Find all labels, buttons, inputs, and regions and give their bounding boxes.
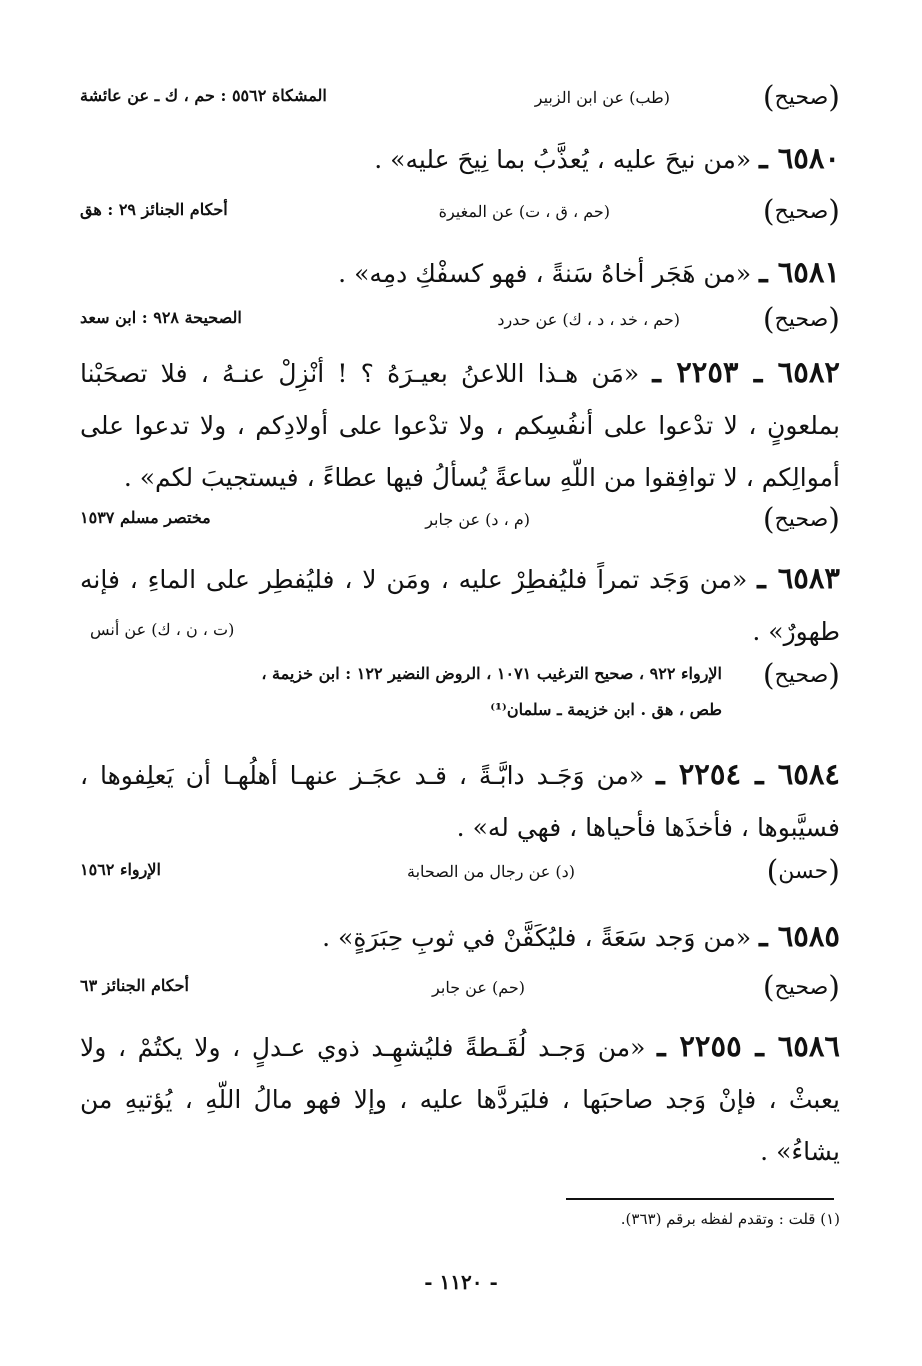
reference-text: أحكام الجنائز ٢٩ : هق xyxy=(80,200,228,219)
grade-label: (حسن) xyxy=(766,854,840,889)
hadith-6585 xyxy=(80,910,840,964)
reference-text: الصحيحة ٩٢٨ : ابن سعد xyxy=(80,308,242,327)
hadith-text: «مَن هـذا اللاعنُ بعيـرَهُ ؟ ! أنْزِلْ عنـهُ ، فلا تصحَبْنا بملعونٍ ، لا تدْعوا على أنفُسِكم ، ولا تدْعوا على أولادِكم ، ولا تدعوا على أموالِكم ، لا توافِقوا من اللّهِ ساعةً يُسألُ فيها عطاءً ، فيستجيبَ لكم» . xyxy=(80,359,840,492)
source-text: (طب) عن ابن الزبير xyxy=(534,88,670,107)
grade-line xyxy=(80,502,840,538)
grade-line xyxy=(80,194,840,230)
source-text: (م ، د) عن جابر xyxy=(425,510,530,529)
grade-line xyxy=(80,80,840,116)
hadith-number: ٦٥٨٣ ـ xyxy=(757,561,841,595)
reference-text: المشكاة ٥٥٦٢ : حم ، ك ـ عن عائشة xyxy=(80,86,327,105)
grade-line xyxy=(80,302,840,338)
hadith-6581 xyxy=(80,246,840,300)
hadith-6582 xyxy=(80,346,840,504)
hadith-text: «من وَجَـد دابَّـةً ، قـد عجَـز عنهـا أهلُهـا أن يَعلِفوها ، فسيَّبوها ، فأخذَها فأحياها ، فهي له» . xyxy=(80,761,840,842)
grade-label: (صحيح) xyxy=(762,80,840,115)
hadith-text: «من هَجَر أخاهُ سَنةً ، فهو كسفْكِ دمِه» . xyxy=(338,259,752,288)
source-text: (حم ، خد ، د ، ك) عن حدرد xyxy=(497,310,680,329)
hadith-number: ٦٥٨٢ ـ ٢٢٥٣ ـ xyxy=(652,355,840,389)
reference-text: أحكام الجنائز ٦٣ xyxy=(80,976,189,995)
reference-continuation xyxy=(80,698,840,726)
hadith-text: «من وَجد سَعَةً ، فليُكَفَّنْ في ثوبِ حِبَرَةٍ» . xyxy=(322,923,752,952)
reference-text: مختصر مسلم ١٥٣٧ xyxy=(80,508,211,527)
hadith-number: ٦٥٨١ ـ xyxy=(759,255,840,289)
footnote: (١) قلت : وتقدم لفظه برقم (٣٦٣). xyxy=(620,1210,840,1228)
reference-text: الإرواء ١٥٦٢ xyxy=(80,860,161,879)
grade-label: (صحيح) xyxy=(762,970,840,1005)
hadith-text: «من وَجَد تمراً فليُفطِرْ عليه ، ومَن لا ، فليُفطِر على الماءِ ، فإنه طهورٌ» . xyxy=(80,565,840,646)
hadith-number: ٦٥٨٦ ـ ٢٢٥٥ ـ xyxy=(657,1029,840,1063)
source-text: (د) عن رجال من الصحابة xyxy=(407,862,575,881)
hadith-6586 xyxy=(80,1020,840,1178)
hadith-text: «من نيحَ عليه ، يُعذَّبُ بما نِيحَ عليه» . xyxy=(374,145,752,174)
hadith-number: ٦٥٨٠ ـ xyxy=(759,141,840,175)
grade-line xyxy=(80,854,840,890)
grade-label: (صحيح) xyxy=(762,502,840,537)
grade-line xyxy=(80,658,840,694)
grade-label: (صحيح) xyxy=(762,302,840,337)
reference-text: الإرواء ٩٢٢ ، صحيح الترغيب ١٠٧١ ، الروض النضير ١٢٢ : ابن خزيمة ، xyxy=(261,664,722,683)
grade-line xyxy=(80,970,840,1006)
source-text: (حم) عن جابر xyxy=(432,978,525,997)
source-text: (حم ، ق ، ت) عن المغيرة xyxy=(438,202,610,221)
reference-text: طص ، هق . ابن خزيمة ـ سلمان⁽¹⁾ xyxy=(490,700,722,719)
hadith-number: ٦٥٨٤ ـ ٢٢٥٤ ـ xyxy=(656,757,840,791)
hadith-text: «من وَجـد لُقَـطةً فليُشهِـد ذوي عـدلٍ ، ولا يكتُمْ ، ولا يعبثْ ، فإنْ وَجد صاحبَها ، فليَردَّها عليه ، وإلا فهو مالُ اللّهِ ، يُؤتيهِ من يشاءُ» . xyxy=(80,1033,840,1166)
hadith-6583 xyxy=(80,552,840,658)
footnote-divider xyxy=(566,1198,834,1200)
page-number: - ١١٢٠ - xyxy=(424,1270,498,1294)
hadith-6584 xyxy=(80,748,840,854)
hadith-number: ٦٥٨٥ ـ xyxy=(759,919,840,953)
source-text: (ت ، ن ، ك) عن أنس xyxy=(90,620,235,639)
hadith-6580 xyxy=(80,132,840,186)
grade-label: (صحيح) xyxy=(762,658,840,693)
grade-label: (صحيح) xyxy=(762,194,840,229)
